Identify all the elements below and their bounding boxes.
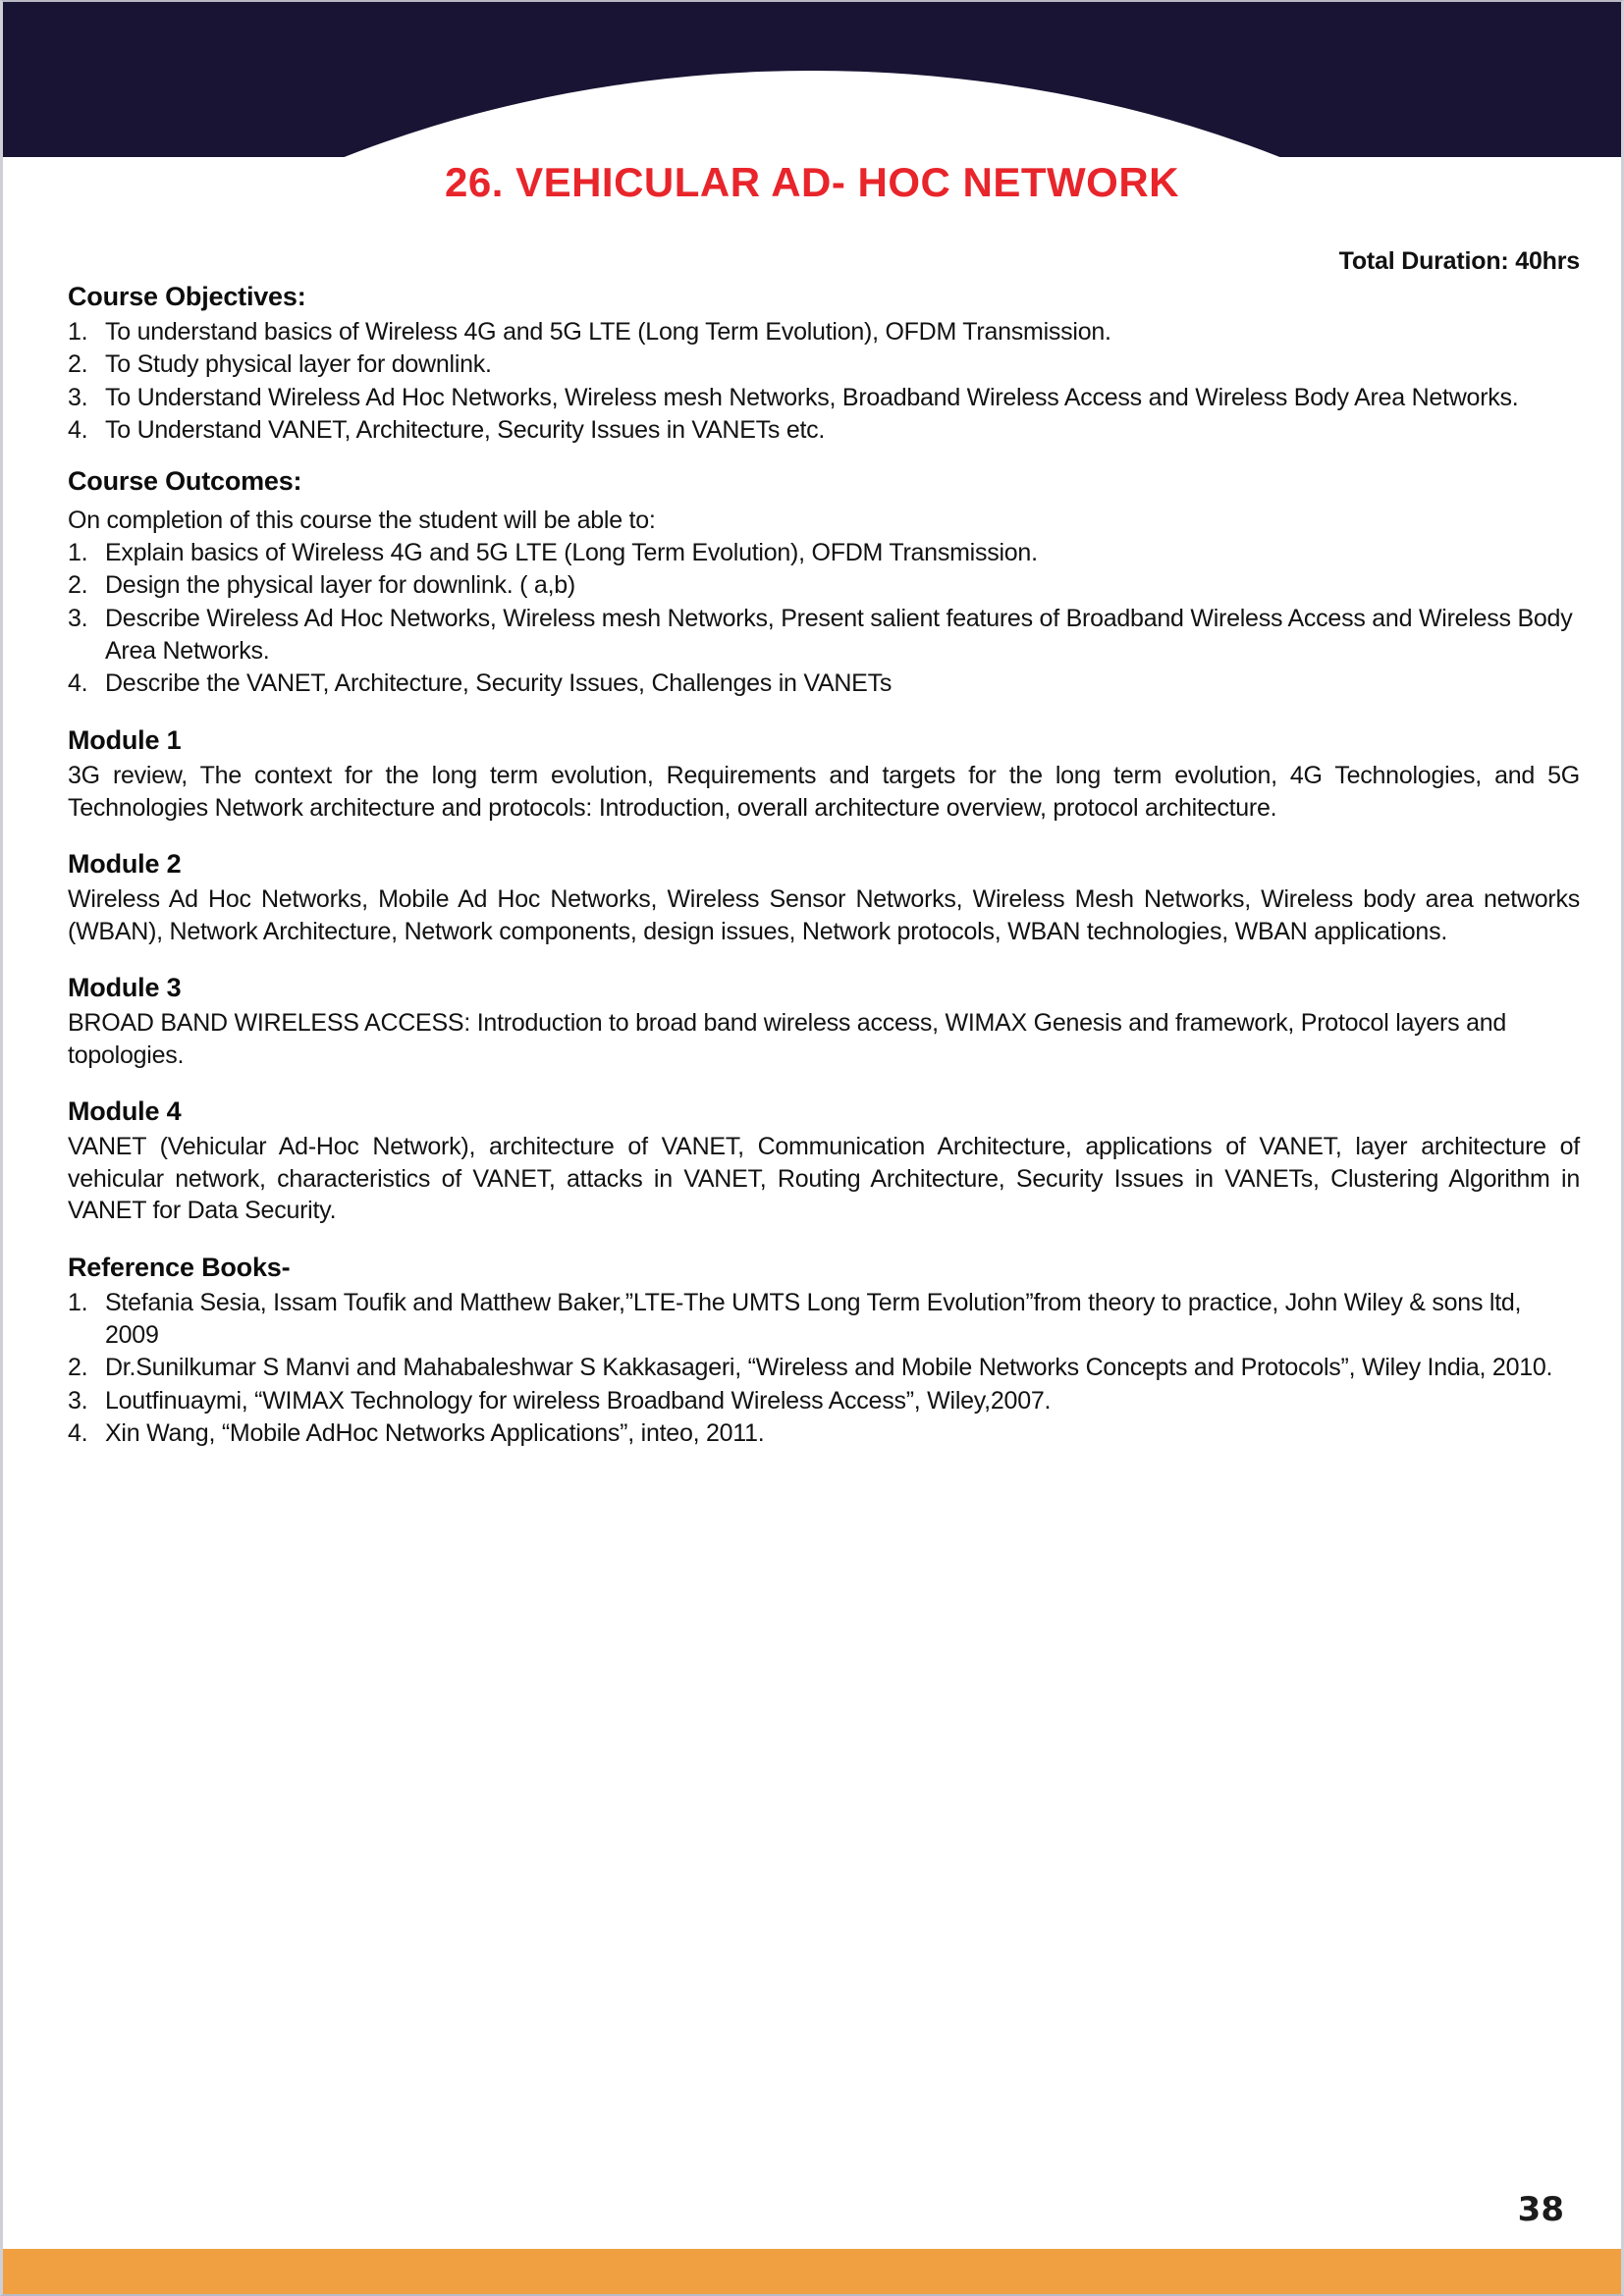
module-4-body: VANET (Vehicular Ad-Hoc Network), architecture of VANET, Communication Architecture, applications of VANET, layer architecture of vehicular network, characteristics of VANET, attacks in VANET, Routing Architecture, Security Issues in VANETs, Clustering Algorithm in VANET for Data Security.	[68, 1133, 1580, 1225]
list-item-number: 4.	[68, 669, 88, 697]
list-item-text: To Understand VANET, Architecture, Security Issues in VANETs etc.	[105, 415, 826, 444]
body-area	[68, 247, 1580, 1450]
list-item	[68, 1385, 1580, 1417]
course-objectives-heading: Course Objectives:	[68, 282, 306, 311]
list-item	[68, 382, 1580, 414]
course-objectives-list	[68, 316, 1580, 447]
list-item-text: Explain basics of Wireless 4G and 5G LTE (Long Term Evolution), OFDM Transmission.	[105, 539, 1038, 566]
spacer	[68, 447, 1580, 460]
module-3-body: BROAD BAND WIRELESS ACCESS: Introduction to broad band wireless access, WIMAX Genesis and framework, Protocol layers and topologies.	[68, 1009, 1507, 1069]
list-item-number: 4.	[68, 415, 88, 444]
course-outcomes-list	[68, 537, 1580, 700]
module-4-heading: Module 4	[68, 1096, 182, 1127]
list-item	[68, 1287, 1580, 1353]
footer-bar	[0, 2249, 1624, 2296]
list-item-number: 1.	[68, 539, 88, 566]
module-2-body: Wireless Ad Hoc Networks, Mobile Ad Hoc Networks, Wireless Sensor Networks, Wireless Mesh Networks, Wireless body area networks (WBAN), Network Architecture, Network components, design issues, Network protocols, WBAN technologies, WBAN applications.	[68, 885, 1580, 945]
total-duration-label: Total Duration: 40hrs	[1338, 247, 1580, 275]
list-item-number: 2.	[68, 1354, 88, 1382]
list-item-text: To Study physical layer for downlink.	[105, 350, 492, 379]
list-item	[68, 603, 1580, 668]
list-item-number: 3.	[68, 383, 88, 411]
list-item-text: To Understand Wireless Ad Hoc Networks, Wireless mesh Networks, Broadband Wireless Access and Wireless Body Area Networks.	[105, 383, 1519, 411]
list-item-text: Describe Wireless Ad Hoc Networks, Wireless mesh Networks, Present salient features of Broadband Wireless Access and Wireless Body Area Networks.	[105, 604, 1573, 665]
list-item-number: 3.	[68, 1386, 88, 1415]
list-item-text: Design the physical layer for downlink. ( a,b)	[105, 571, 576, 600]
page-title: 26. VEHICULAR AD- HOC NETWORK	[445, 159, 1179, 205]
list-item-number: 1.	[68, 1288, 88, 1316]
list-item-text: Stefania Sesia, Issam Toufik and Matthew Baker,”LTE-The UMTS Long Term Evolution”from theory to practice, John Wiley & sons ltd, 2009	[105, 1288, 1522, 1349]
list-item-text: To understand basics of Wireless 4G and 5G LTE (Long Term Evolution), OFDM Transmission.	[105, 318, 1111, 346]
list-item	[68, 414, 1580, 447]
list-item-number: 1.	[68, 318, 88, 346]
module-2-heading: Module 2	[68, 849, 182, 880]
list-item-text: Describe the VANET, Architecture, Security Issues, Challenges in VANETs	[105, 669, 893, 697]
page-number: 38	[1517, 2190, 1564, 2229]
list-item-number: 4.	[68, 1418, 88, 1447]
list-item-text: Xin Wang, “Mobile AdHoc Networks Applications”, inteo, 2011.	[105, 1418, 765, 1447]
list-item	[68, 1352, 1580, 1384]
course-outcomes-intro: On completion of this course the student will be able to:	[68, 507, 656, 534]
module-1-heading: Module 1	[68, 725, 182, 756]
list-item-text: Dr.Sunilkumar S Manvi and Mahabaleshwar S Kakkasageri, “Wireless and Mobile Networks Concepts and Protocols”, Wiley India, 2010.	[105, 1354, 1553, 1382]
list-item	[68, 537, 1580, 569]
list-item-number: 2.	[68, 571, 88, 600]
list-item-number: 2.	[68, 350, 88, 379]
module-3-heading: Module 3	[68, 973, 182, 1003]
page-content	[3, 2, 1621, 2294]
course-outcomes-heading: Course Outcomes:	[68, 466, 302, 496]
list-item	[68, 1417, 1580, 1450]
reference-books-heading: Reference Books-	[68, 1252, 291, 1282]
list-item	[68, 348, 1580, 381]
list-item	[68, 316, 1580, 348]
list-item-text: Loutfinuaymi, “WIMAX Technology for wireless Broadband Wireless Access”, Wiley,2007.	[105, 1386, 1052, 1415]
reference-books-list	[68, 1287, 1580, 1450]
list-item	[68, 667, 1580, 700]
list-item	[68, 569, 1580, 602]
list-item-number: 3.	[68, 604, 88, 632]
module-1-body: 3G review, The context for the long term evolution, Requirements and targets for the long term evolution, 4G Technologies, and 5G Technologies Network architecture and protocols: Introduction, overall architecture overview, protocol architecture.	[68, 762, 1580, 822]
